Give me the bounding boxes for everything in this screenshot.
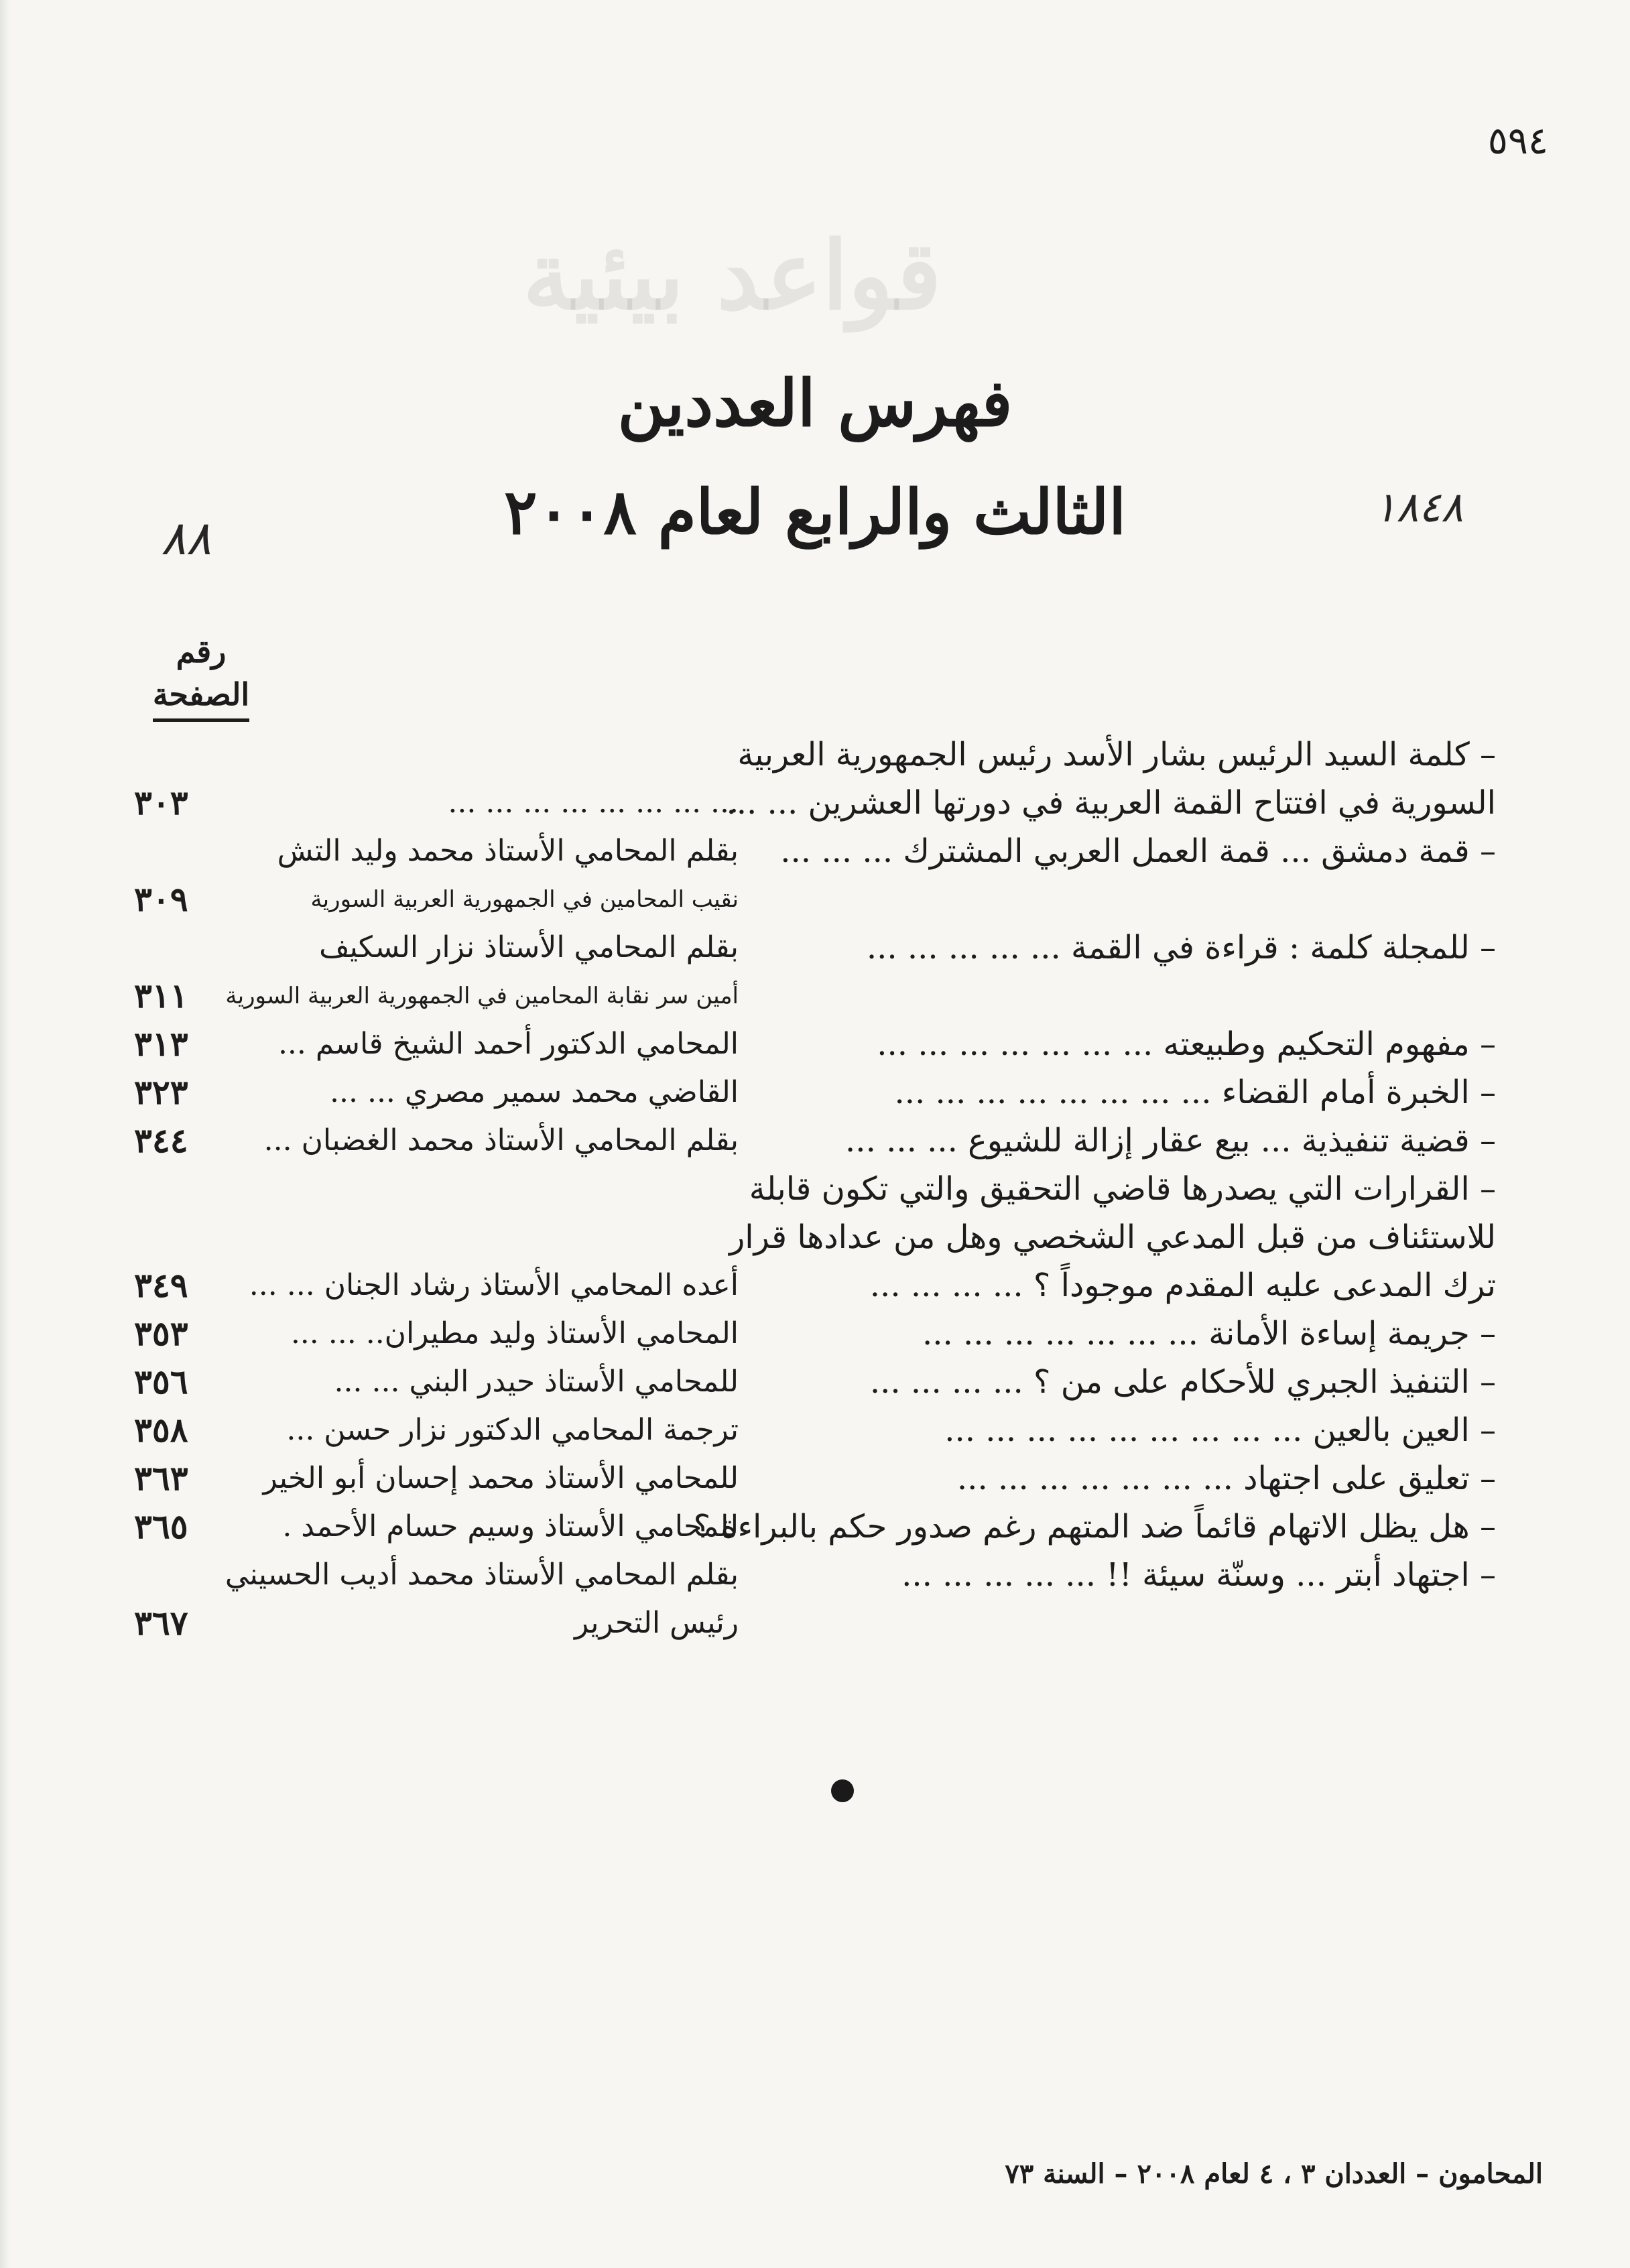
row-topic: – تعليق على اجتهاد ... ... ... ... ... ... ... — [956, 1460, 1496, 1497]
handwritten-note-right: ١٨٤٨ — [1374, 483, 1464, 531]
index-row — [0, 731, 1630, 779]
page-footer: المحامون – العددان ٣ ، ٤ لعام ٢٠٠٨ – السنة ٧٣ — [1005, 2158, 1543, 2190]
row-topic: – جريمة إساءة الأمانة ... ... ... ... ... ... ... — [922, 1315, 1496, 1352]
row-author: المحامي الدكتور أحمد الشيخ قاسم ... — [277, 1027, 739, 1061]
row-author: للمحامي الأستاذ محمد إحسان أبو الخير — [263, 1461, 739, 1495]
row-topic: – القرارات التي يصدرها قاضي التحقيق والتي تكون قابلة — [749, 1170, 1496, 1208]
handwritten-note-left: ٨٨ — [161, 511, 212, 566]
index-subtitle: الثالث والرابع لعام ٢٠٠٨ — [504, 476, 1126, 548]
row-page: ٣٥٣ — [134, 1314, 188, 1353]
index-row — [0, 1599, 1630, 1647]
index-row — [0, 1261, 1630, 1310]
row-author: المحامي الأستاذ وليد مطيران.. ... ... — [290, 1316, 739, 1350]
row-author: للمحامي الأستاذ وسيم حسام الأحمد . — [282, 1509, 739, 1544]
row-page: ٣١١ — [134, 976, 188, 1015]
index-row — [0, 1165, 1630, 1213]
row-author: نقيب المحامين في الجمهورية العربية السورية — [310, 886, 739, 913]
index-row — [0, 779, 1630, 827]
row-topic: – قمة دمشق ... قمة العمل العربي المشترك ... ... ... — [780, 832, 1496, 870]
page-column-header-line1: رقم — [176, 633, 227, 670]
row-page: ٣٦٣ — [134, 1458, 188, 1498]
index-row — [0, 1310, 1630, 1358]
page-number: ٥٩٤ — [1487, 119, 1548, 163]
row-author: للمحامي الأستاذ حيدر البني ... ... — [334, 1365, 739, 1399]
index-row — [0, 875, 1630, 924]
page-column-header-line2: الصفحة — [153, 673, 249, 722]
row-topic: – التنفيذ الجبري للأحكام على من ؟ ... ... ... ... — [869, 1363, 1496, 1401]
index-row — [0, 972, 1630, 1020]
index-row — [0, 1068, 1630, 1117]
index-row — [0, 1213, 1630, 1261]
row-page: ٣٤٩ — [134, 1265, 188, 1305]
row-topic: – للمجلة كلمة : قراءة في القمة ... ... ... ... ... — [866, 929, 1496, 966]
row-page: ٣٢٣ — [134, 1072, 188, 1112]
index-row — [0, 1358, 1630, 1406]
index-row — [0, 1503, 1630, 1551]
row-topic: السورية في افتتاح القمة العربية في دورتها العشرين ... ... — [726, 784, 1496, 822]
bleed-through-heading: قواعد بيئية — [523, 221, 942, 331]
page-column-header — [134, 630, 268, 722]
row-page: ٣٤٤ — [134, 1121, 188, 1160]
row-author: بقلم المحامي الأستاذ محمد أديب الحسيني — [225, 1558, 739, 1592]
row-author: بقلم المحامي الأستاذ نزار السكيف — [319, 930, 739, 964]
row-author: ترجمة المحامي الدكتور نزار حسن ... — [286, 1413, 739, 1447]
row-page: ٣٦٥ — [134, 1507, 188, 1546]
row-author: رئيس التحرير — [574, 1606, 739, 1640]
index-row — [0, 1020, 1630, 1068]
index-row — [0, 1454, 1630, 1503]
row-topic: ترك المدعى عليه المقدم موجوداً ؟ ... ... ... ... — [869, 1267, 1496, 1304]
index-row — [0, 827, 1630, 875]
index-row — [0, 1117, 1630, 1165]
row-page: ٣١٣ — [134, 1024, 188, 1064]
row-topic: – مفهوم التحكيم وطبيعته ... ... ... ... ... ... ... — [877, 1025, 1496, 1063]
row-topic: للاستئناف من قبل المدعي الشخصي وهل من عدادها قرار — [729, 1218, 1496, 1256]
row-author: أعده المحامي الأستاذ رشاد الجنان ... ... — [249, 1268, 739, 1302]
index-row — [0, 1551, 1630, 1599]
bullet-dot-mark — [831, 1779, 854, 1802]
row-page: ٣٦٧ — [134, 1603, 188, 1643]
row-topic: – العين بالعين ... ... ... ... ... ... ... ... ... — [944, 1411, 1496, 1449]
row-page: ٣٠٣ — [134, 783, 188, 822]
row-author: القاضي محمد سمير مصري ... ... — [330, 1075, 739, 1109]
row-page: ٣٥٦ — [134, 1362, 188, 1401]
row-author: ... ... ... ... ... ... ... ... — [448, 785, 739, 820]
row-page: ٣٠٩ — [134, 879, 188, 919]
row-topic: – قضية تنفيذية ... بيع عقار إزالة للشيوع ... ... ... — [845, 1122, 1496, 1159]
row-author: بقلم المحامي الأستاذ محمد وليد التش — [277, 834, 739, 868]
index-row — [0, 924, 1630, 972]
row-topic: – هل يظل الاتهام قائماً ضد المتهم رغم صدور حكم بالبراءة ؟ — [693, 1508, 1496, 1546]
index-title: فهرس العددين — [617, 365, 1013, 441]
row-page: ٣٥٨ — [134, 1410, 188, 1450]
row-author: أمين سر نقابة المحامين في الجمهورية العربية السورية — [225, 983, 739, 1009]
row-topic: – الخبرة أمام القضاء ... ... ... ... ... ... ... ... — [894, 1074, 1496, 1111]
row-author: بقلم المحامي الأستاذ محمد الغضبان ... — [263, 1123, 739, 1157]
index-row — [0, 1406, 1630, 1454]
row-topic: – اجتهاد أبتر ... وسنّة سيئة !! ... ... ... ... ... — [901, 1556, 1496, 1594]
row-topic: – كلمة السيد الرئيس بشار الأسد رئيس الجمهورية العربية — [737, 736, 1496, 773]
